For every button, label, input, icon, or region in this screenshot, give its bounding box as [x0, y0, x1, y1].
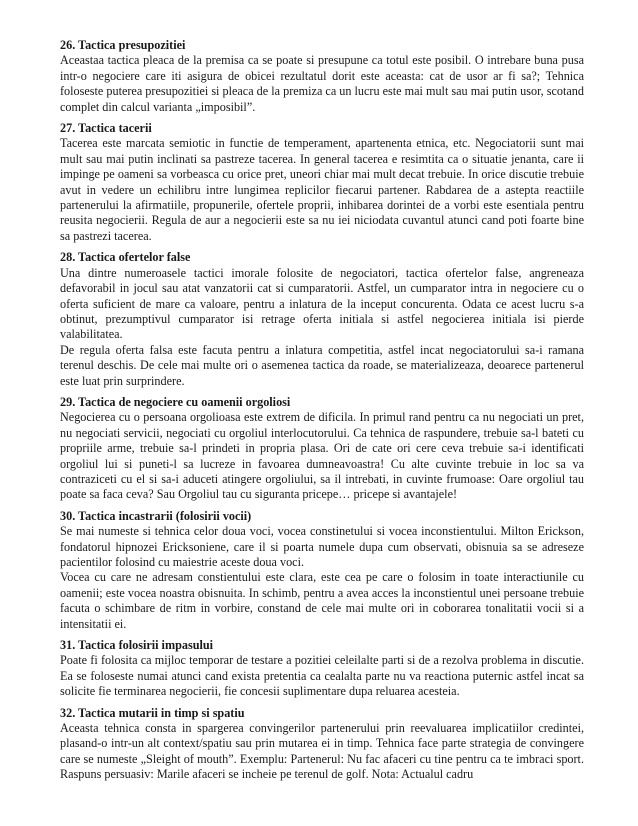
section-heading: 32. Tactica mutarii in timp si spatiu	[60, 705, 245, 720]
section-heading: 31. Tactica folosirii impasului	[60, 638, 214, 653]
section-paragraph: Aceastaa tactica pleaca de la premisa ca se poate si presupune ca totul este posibil. O intrebare buna pusa intr-o negociere care iti asigura de obicei rezultatul dorit este aceasta: cat de usor ar fi sa?; Tehnica foloseste puterea presupozitiei si pleaca de la premiza ca un lucru este mai mult sau mai putin usor, scotand complet din calcul varianta „imposibil”.	[60, 53, 584, 114]
section-paragraph: Tacerea este marcata semiotic in functie de temperament, apartenenta etnica, etc. Negociatorii sunt mai mult sau mai putin inclinati sa pastreze tacerea. In general tacerea e resimtita ca o situatie jenanta, care ii impinge pe oameni sa vorbeasca cu orice pret, uneori chiar mai mult decat trebuie. In orice discutie trebuie avut in vedere un echilibru intre lungimea replicilor fiecarui partener. Rabdarea de a astepta reactiile partenerului la afirmatiile, propunerile, ofertele proprii, inhibarea dorintei de a vorbi este esentiala pentru reusita negocierii. Regula de aur a negocierii este sa nu iei niciodata cuvantul atunci cand poti foarte bine sa pastrezi tacerea.	[60, 136, 584, 243]
section	[60, 38, 584, 115]
section-paragraph: Vocea cu care ne adresam constientului este clara, este cea pe care o folosim in toate interactiunile cu oamenii; este vocea noastra obisnuita. In schimb, pentru a avea acces la inconstientul unei persoane trebuie facuta o schimbare de ritm in vorbire, constand de cele mai multe ori in coborarea tonalitatii vocii si a intensitatii ei.	[60, 570, 584, 631]
section-heading: 26. Tactica presupozitiei	[60, 38, 186, 52]
section	[60, 250, 584, 389]
section-heading: 30. Tactica incastrarii (folosirii vocii)	[60, 508, 252, 523]
section-paragraph: Se mai numeste si tehnica celor doua voci, vocea constinetului si vocea inconstientului. Milton Erickson, fondatorul hipnozei Ericksoniene, care il si poarta numele dupa cum observati, obisnuia sa se adreseze pacientilor folosind cu maiestrie aceste doua voci.	[60, 524, 584, 569]
section-heading: 28. Tactica ofertelor false	[60, 250, 191, 265]
section-paragraph: Negocierea cu o persoana orgolioasa este extrem de dificila. In primul rand pentru ca nu negociati un pret, nu negociati servicii, negociati cu orgoliul interlocutorului. Ca tehnica de raspundere, trebuie sa-l bateti cu propriile arme, trebuie sa-l prindeti in propria plasa. Ori de cate ori cere ceva trebuie sa-i identificati orgoliul lui si puneti-l sa lucreze in favoarea dumneavoastra! Cu alte cuvinte trebuie in loc sa va contraziceti cu el si sa-i aduceti atingere orgoliului, sa il intrebati, in cuvinte frumoase: Oare orgoliul tau poate sa faca ceva? Sau Orgoliul tau cu siguranta pricepe… pricepe si avantajele!	[60, 410, 584, 502]
section-paragraph: Aceasta tehnica consta in spargerea convingerilor partenerului prin reevaluarea implicatiilor credintei, plasand-o intr-un alt context/spatiu sau prin mutarea ei in timp. Tehnica face parte strategia de convingere care se numeste „Sleight of mouth”. Exemplu: Partenerul: Nu fac afaceri cu tine pentru ca te imbraci sport. Raspuns persuasiv: Marile afaceri se incheie pe terenul de golf. Nota: Actualul cadru	[60, 721, 584, 782]
section-paragraph: Una dintre numeroasele tactici imorale folosite de negociatori, tactica ofertelor false, angreneaza defavorabil in jocul sau atat vanzatorii cat si cumparatorii. Astfel, un cumparator intra in negociere cu o oferta suficient de mare ca valoare, pentru a inlatura de la inceput concurenta. Odata ce acest lucru s-a obtinut, prezumptivul cumparator isi retrage oferta initiala si astfel negocierea initiala isi pierde valabilitatea.	[60, 265, 584, 342]
section	[60, 706, 584, 783]
section	[60, 395, 584, 503]
section	[60, 509, 584, 632]
section-paragraph: De regula oferta falsa este facuta pentru a inlatura competitia, astfel incat negociatorului sa-i ramana terenul deschis. De cele mai multe ori o asemenea tactica da roade, se materializeaza, deoarece partenerul este luat prin surprindere.	[60, 342, 584, 388]
section	[60, 638, 584, 700]
section-heading: 27. Tactica tacerii	[60, 121, 152, 136]
section	[60, 121, 584, 244]
section-paragraph: Poate fi folosita ca mijloc temporar de testare a pozitiei celeilalte parti si de a rezolva problema in discutie. Ea se foloseste numai atunci cand exista pretentia ca cealalta parte nu va reactiona puternic astfel incat sa solicite fie terminarea negocierii, fie concesii suplimentare dupa reluarea acesteia.	[60, 653, 584, 699]
section-heading: 29. Tactica de negociere cu oamenii orgoliosi	[60, 394, 291, 409]
